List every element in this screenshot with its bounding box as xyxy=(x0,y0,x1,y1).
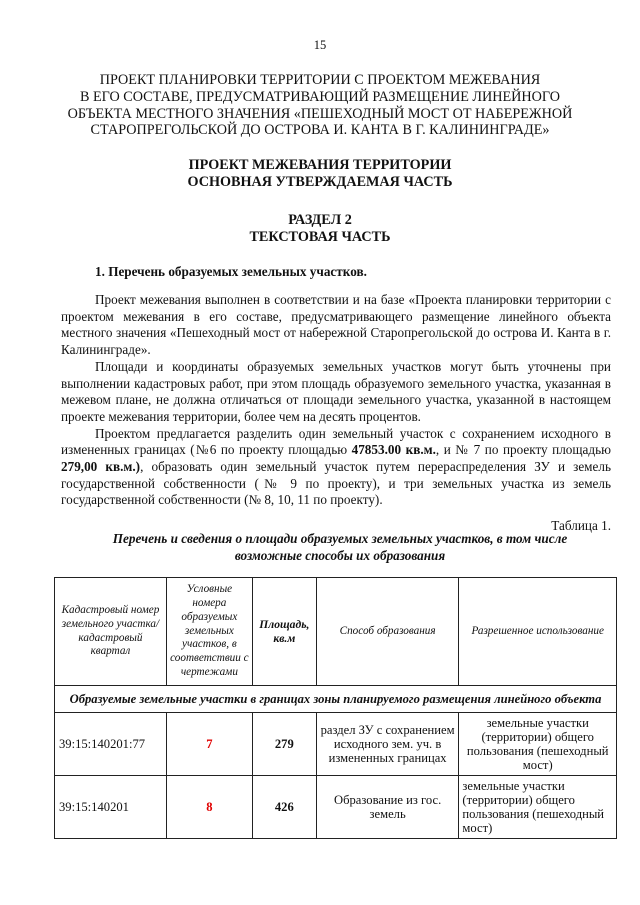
cell-area: 426 xyxy=(252,776,316,839)
paragraph-text: , и № 7 по проекту площадью xyxy=(435,442,611,458)
paragraph xyxy=(61,426,611,510)
body-text xyxy=(61,292,611,509)
paragraph-text: Проектом предлагается разделить один земельный участок с сохранением исходного в измененных границах (№6 по проекту площадью xyxy=(61,425,611,458)
header-usage: Разрешенное использование xyxy=(459,578,617,686)
table-row xyxy=(55,713,617,776)
cell-number: 7 xyxy=(166,713,252,776)
cell-method: раздел ЗУ с сохранением исходного зем. уч. в измененных границах xyxy=(316,713,459,776)
document-header-title xyxy=(0,72,640,139)
area-value: 279,00 кв.м.) xyxy=(61,459,141,475)
project-title xyxy=(0,157,640,191)
table-row xyxy=(55,776,617,839)
cell-method: Образование из гос. земель xyxy=(316,776,459,839)
paragraph: Площади и координаты образуемых земельных участков могут быть уточнены при выполнении кадастровых работ, при этом площадь образуемого земельного участка, указанная в межевом плане, не должна отличаться от площади земельного участка, указанной в настоящем проекте межевания территории, более чем на десять процентов. xyxy=(61,358,611,424)
header-line: СТАРОПРЕГОЛЬСКОЙ ДО ОСТРОВА И. КАНТА В Г. КАЛИНИНГРАДЕ» xyxy=(90,122,550,139)
table-zone-row xyxy=(55,686,617,713)
project-title-line: ОСНОВНАЯ УТВЕРЖДАЕМАЯ ЧАСТЬ xyxy=(187,173,453,190)
cell-cadastral: 39:15:140201:77 xyxy=(55,713,167,776)
header-conditional-number: Условные номера образуемых земельных участков, в соответствии с чертежами xyxy=(166,578,252,686)
zone-label: Образуемые земельные участки в границах зоны планируемого размещения линейного объекта xyxy=(55,686,617,713)
land-plots-table xyxy=(54,577,617,839)
cell-cadastral: 39:15:140201 xyxy=(55,776,167,839)
cell-area: 279 xyxy=(252,713,316,776)
paragraph: Проект межевания выполнен в соответствии и на базе «Проекта планировки территории с проектом межевания в его составе, предусматривающего размещение линейного объекта местного значения «Пешеходный мост от набережной Старопрегольской до острова И. Канта в г. Калининграде». xyxy=(61,292,611,358)
section-title-line: РАЗДЕЛ 2 xyxy=(288,212,352,228)
table-number: Таблица 1. xyxy=(551,518,611,533)
header-line: В ЕГО СОСТАВЕ, ПРЕДУСМАТРИВАЮЩИЙ РАЗМЕЩЕНИЕ ЛИНЕЙНОГО xyxy=(79,88,561,105)
section-title-line: ТЕКСТОВАЯ ЧАСТЬ xyxy=(249,228,391,245)
paragraph-text: , образовать один земельный участок путем перераспределения ЗУ и земель государственной собственности (№ 9 по проекту), и три земельных участка из земель государственной собственности (№ 8, 10, 11 по проекту). xyxy=(61,459,611,508)
cell-usage: земельные участки (территории) общего пользования (пешеходный мост) xyxy=(459,776,617,839)
header-line: ОБЪЕКТА МЕСТНОГО ЗНАЧЕНИЯ «ПЕШЕХОДНЫЙ МОСТ ОТ НАБЕРЕЖНОЙ xyxy=(67,105,573,122)
header-cadastral: Кадастровый номер земельного участка/ кадастровый квартал xyxy=(55,578,167,686)
caption-line: Перечень и сведения о площади образуемых земельных участков, в том числе xyxy=(112,531,568,546)
header-area: Площадь, кв.м xyxy=(252,578,316,686)
page-number: 15 xyxy=(313,38,327,52)
table-header-row xyxy=(55,578,617,686)
area-value: 47853.00 кв.м. xyxy=(351,442,436,458)
table-caption xyxy=(60,531,620,564)
header-method: Способ образования xyxy=(316,578,459,686)
project-title-line: ПРОЕКТ МЕЖЕВАНИЯ ТЕРРИТОРИИ xyxy=(188,157,452,173)
header-line: ПРОЕКТ ПЛАНИРОВКИ ТЕРРИТОРИИ С ПРОЕКТОМ МЕЖЕВАНИЯ xyxy=(99,72,541,88)
section-heading: 1. Перечень образуемых земельных участков. xyxy=(95,264,367,279)
caption-line: возможные способы их образования xyxy=(234,547,446,563)
section-title xyxy=(0,212,640,246)
cell-number: 8 xyxy=(166,776,252,839)
cell-usage: земельные участки (территории) общего пользования (пешеходный мост) xyxy=(459,713,617,776)
